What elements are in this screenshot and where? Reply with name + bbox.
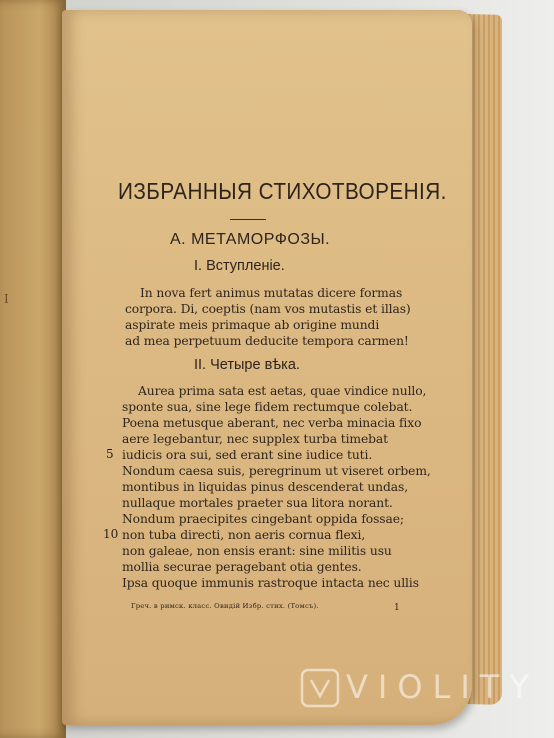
page-title: ИЗБРАННЫЯ СТИХОТВОРЕНІЯ. <box>118 178 447 204</box>
verse-line: Aurea prima sata est aetas, quae vindice nullo, <box>138 384 427 398</box>
verse-line: non tuba directi, non aeris cornua flexi, <box>122 528 366 542</box>
verse-line: Nondum praecipites cingebant oppida fossae; <box>122 512 404 526</box>
verse-line: Ipsa quoque immunis rastroque intacta nec ullis <box>122 576 419 590</box>
verse-line: ad mea perpetuum deducite tempora carmen! <box>125 334 409 348</box>
verse-line: nullaque mortales praeter sua litora norant. <box>122 496 393 510</box>
left-page <box>0 0 66 738</box>
watermark-text: VIOLITY <box>346 668 539 706</box>
left-page-mark: I <box>4 292 9 306</box>
verse-line: non galeae, non ensis erant: sine militis usu <box>122 544 392 558</box>
page-footer: Греч. в римск. класс. Овидій Избр. стих. (Томсъ). <box>131 602 319 610</box>
verse-line: mollia securae peragebant otia gentes. <box>122 560 362 574</box>
part2-heading: II. Четыре вѣка. <box>194 357 300 373</box>
section-heading: А. МЕТАМОРФОЗЫ. <box>170 231 331 248</box>
part1-heading: I. Вступленіе. <box>194 258 285 274</box>
verse-line: sponte sua, sine lege fidem rectumque colebat. <box>122 400 413 414</box>
line-number: 5 <box>106 447 114 461</box>
verse-line: iudicis ora sui, sed erant sine iudice tuti. <box>122 448 373 462</box>
verse-line: Poena metusque aberant, nec verba minacia fixo <box>122 416 422 430</box>
verse-line: montibus in liquidas pinus descenderat undas, <box>122 480 409 494</box>
verse-line: In nova fert animus mutatas dicere formas <box>140 286 403 300</box>
page-number: 1 <box>394 603 400 613</box>
title-divider <box>230 219 266 220</box>
verse-line: corpora. Di, coeptis (nam vos mutastis et illas) <box>125 302 411 316</box>
verse-line: Nondum caesa suis, peregrinum ut viseret orbem, <box>122 464 431 478</box>
watermark-logo-icon <box>300 668 340 708</box>
line-number: 10 <box>103 527 119 541</box>
verse-line: aspirate meis primaque ab origine mundi <box>125 318 380 332</box>
verse-line: aere legebantur, nec supplex turba timebat <box>122 432 388 446</box>
